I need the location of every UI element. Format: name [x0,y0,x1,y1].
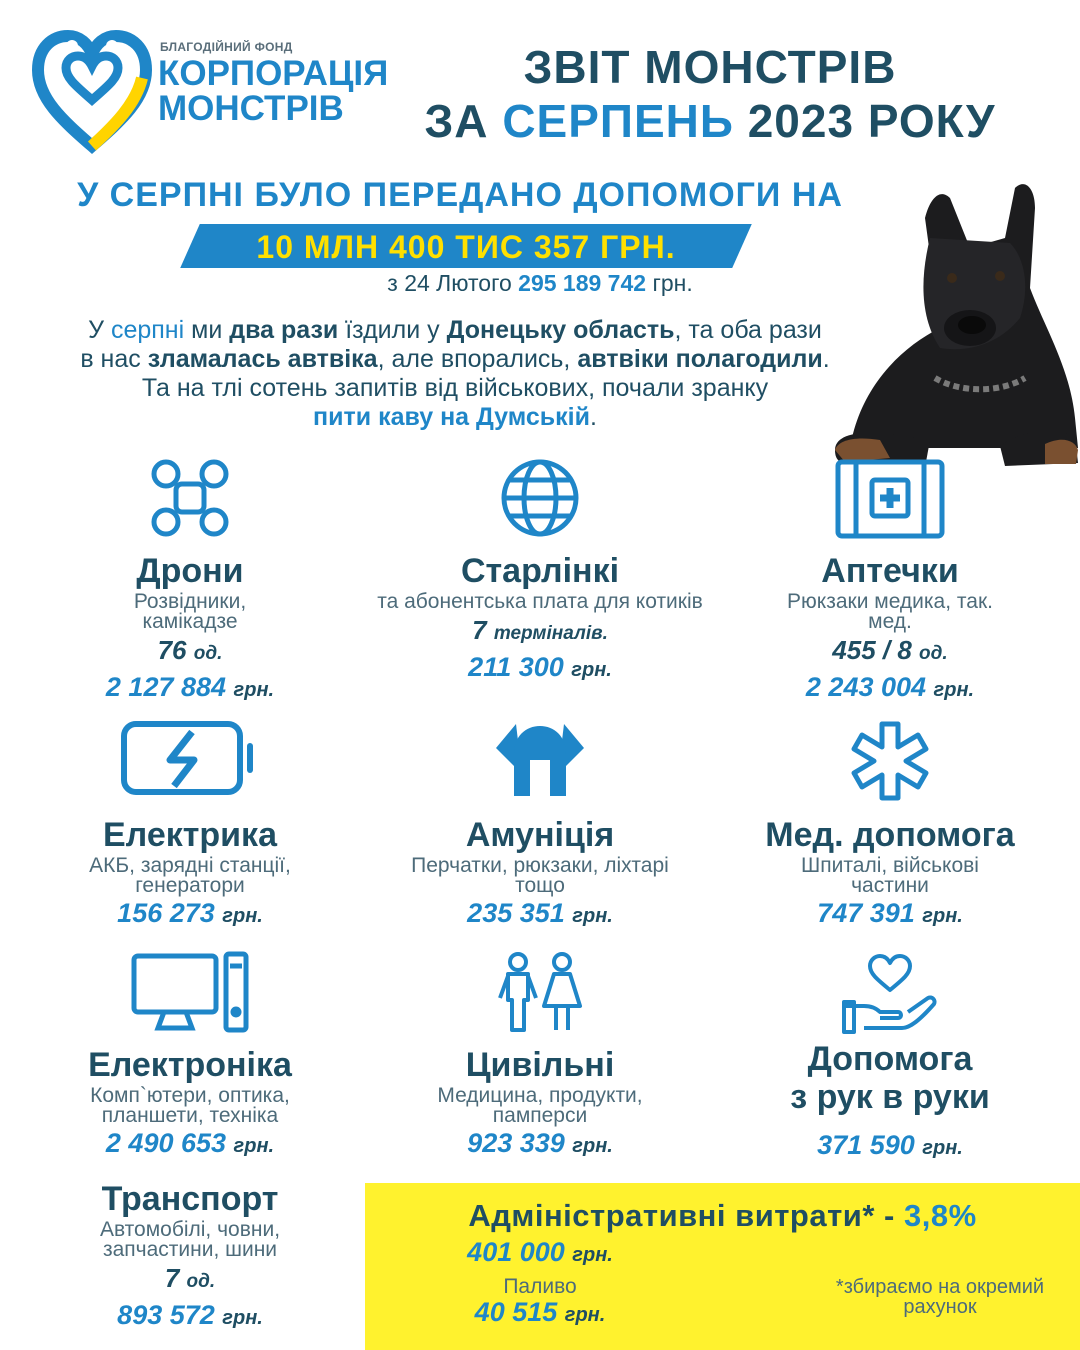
admin-note: *збираємо на окремий рахунок [835,1276,1045,1318]
category-desc: Медицина, продукти, памперси [437,1084,643,1127]
category-name: Електрика [102,816,277,854]
fuel-amount: 40 515 грн. [474,1297,606,1327]
drone-icon [148,456,232,540]
helmet-icon [490,718,590,804]
category-amount: 211 300 грн. [468,652,612,682]
category-name: Цивільні [465,1046,615,1084]
category-desc: Рюкзаки медика, так. мед. [787,590,993,633]
category-amount: 371 590 грн. [817,1130,963,1160]
category-desc: Автомобілі, човни, запчастини, шини [99,1218,281,1261]
dog-image [830,178,1080,473]
since-total: з 24 Лютого 295 189 742 грн. [387,270,693,296]
battery-icon [120,718,260,798]
category-desc: та абонентська плата для котиків [377,590,703,613]
summary-headline: У СЕРПНІ БУЛО ПЕРЕДАНО ДОПОМОГИ НА [77,176,843,214]
category-desc: Перчатки, рюкзаки, ліхтарі тощо [411,854,669,897]
category-amount: 235 351 грн. [467,898,613,928]
category-name: Аптечки [821,552,959,590]
category-qty: 76 од. [157,635,223,665]
category-card-electronics [20,950,360,1163]
admin-percent: 3,8% [903,1198,977,1233]
story-paragraph: У серпні ми два рази їздили у Донецьку область, та оба рази в нас зламалась автвіка, але впорались, автвіки полагодили. Та на тлі сотень запитів від військових, почали зранку пити каву на Думській. [80,316,830,431]
category-card-civilians [370,950,710,1163]
category-name: Транспорт [101,1180,279,1218]
medical-star-icon [847,718,933,804]
org-label: БЛАГОДІЙНИЙ ФОНД [160,40,293,54]
category-amount: 893 572 грн. [117,1300,263,1330]
category-card-starlink [370,456,710,687]
org-name-line1: КОРПОРАЦІЯ [158,54,389,93]
org-name-line2: МОНСТРІВ [158,89,344,128]
category-card-ammunition [370,718,710,933]
category-name: Мед. допомога [765,816,1015,854]
category-desc: АКБ, зарядні станції, генератори [89,854,291,897]
first-aid-kit-icon [834,456,946,540]
category-name: Допомога з рук в руки [790,1040,990,1116]
category-amount: 2 243 004 грн. [805,672,975,702]
category-name: Амуніція [465,816,615,854]
heart-logo-icon [32,28,152,154]
computer-icon [130,950,250,1034]
category-desc: Розвідники, камікадзе [133,590,247,633]
category-name: Дрони [136,552,244,590]
category-name: Старлінкі [460,552,620,590]
category-amount: 2 490 653 грн. [105,1128,275,1158]
admin-title: Адміністративні витрати* - 3,8% [468,1198,977,1233]
title-month: СЕРПЕНЬ [502,95,734,147]
category-amount: 2 127 884 грн. [105,672,275,702]
heart-hand-icon [840,950,940,1034]
category-card-electrics [20,718,360,933]
category-amount: 923 339 грн. [467,1128,613,1158]
category-qty: 7 терміналів. [472,615,608,645]
category-desc: Комп`ютери, оптика, планшети, техніка [90,1084,290,1127]
category-amount: 156 273 грн. [117,898,263,928]
category-qty: 7 од. [164,1263,216,1293]
since-amount: 295 189 742 [518,270,647,296]
category-card-drones [20,456,360,707]
title-line2: ЗА СЕРПЕНЬ 2023 РОКУ [424,95,996,147]
org-name [158,56,398,126]
category-card-medical-help [720,718,1060,933]
total-amount: 10 МЛН 400 ТИС 357 ГРН. [256,229,676,265]
category-name: Електроніка [88,1046,292,1084]
fuel-label: Паливо [503,1275,577,1298]
category-desc: Шпиталі, військові частини [801,854,979,897]
category-card-first-aid [720,456,1060,707]
page-title [390,40,1030,148]
admin-amount: 401 000 грн. [467,1237,613,1267]
title-line1: ЗВІТ МОНСТРІВ [523,41,897,93]
category-amount: 747 391 грн. [817,898,963,928]
globe-icon [498,456,582,540]
category-card-hand-to-hand [720,950,1060,1165]
category-card-transport [20,1180,360,1335]
category-qty: 455 / 8 од. [832,635,948,665]
people-icon [492,950,588,1034]
